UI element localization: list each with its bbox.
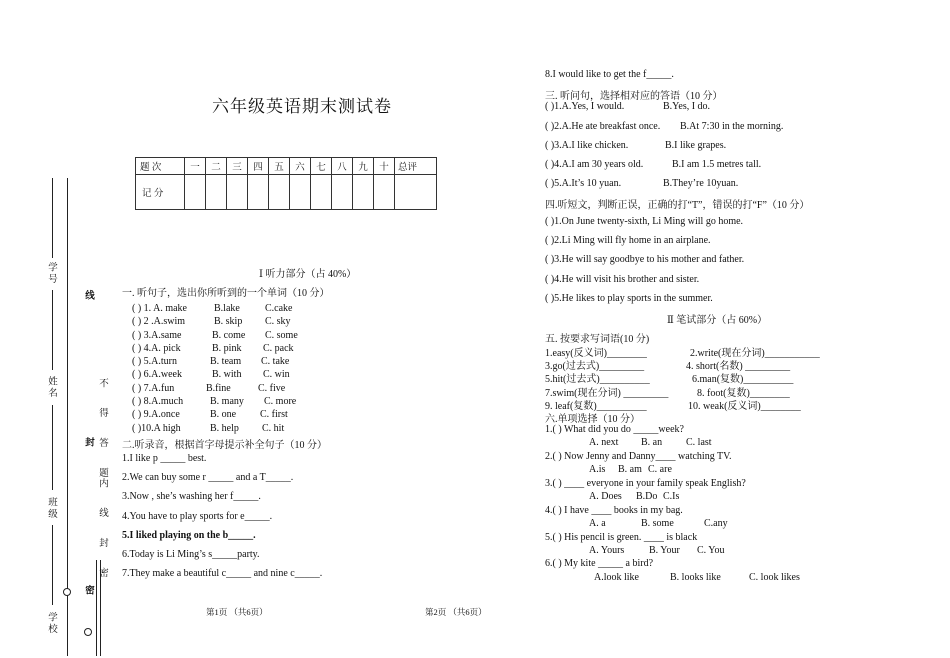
part4-title: 四.听短文，判断正误，正确的打“T”，错误的打“F”（10 分） — [545, 200, 810, 211]
name-line — [52, 290, 53, 370]
part1-item-7-a: ( ) 7.A.fun — [132, 383, 175, 394]
part6-q5-opt-a: A. Yours — [589, 545, 625, 556]
school-line — [52, 525, 53, 605]
part4-item-1: ( )1.On June twenty-sixth, Li Ming will go home. — [545, 216, 744, 227]
part3-item-2-b: B.At 7:30 in the morning. — [680, 121, 784, 132]
seal-char-line: 线 — [83, 290, 93, 302]
part1-item-1-a: ( ) 1. A. make — [132, 303, 187, 314]
part5-item-4-a: 7.swim(现在分词) _________ — [545, 388, 669, 399]
part3-item-5-b: B.They’re 10yuan. — [663, 178, 739, 189]
part6-q6-opt-a: A.look like — [594, 572, 639, 583]
part1-item-4-c: C. pack — [263, 343, 294, 354]
part6-q6-opt-b: B. looks like — [670, 572, 721, 583]
score-col-5: 五 — [269, 158, 290, 175]
part5-item-1-a: 1.easy(反义词)________ — [545, 348, 647, 359]
part6-q2-opt-a: A.is — [589, 464, 606, 475]
score-cell[interactable] — [248, 175, 269, 210]
part1-item-3-c: C. some — [265, 330, 298, 341]
part1-item-7-b: B.fine — [206, 383, 231, 394]
part5-item-4-b: 8. foot(复数)________ — [697, 388, 790, 399]
part6-q1: 1.( ) What did you do _____week? — [545, 424, 684, 435]
score-col-10: 十 — [374, 158, 395, 175]
part6-q3: 3.( ) ____ everyone in your family speak English? — [545, 478, 746, 489]
part6-q2: 2.( ) Now Jenny and Danny____ watching TV. — [545, 451, 732, 462]
part1-item-1-b: B.lake — [214, 303, 240, 314]
writing-header: Ⅱ 笔试部分（占 60%） — [667, 315, 768, 326]
part5-item-2-b: 4. short(名数) _________ — [686, 361, 791, 372]
part1-item-4-b: B. pink — [212, 343, 242, 354]
part6-q4: 4.( ) I have ____ books in my bag. — [545, 505, 683, 516]
part3-item-1-b: B.Yes, I do. — [663, 101, 711, 112]
part6-q5-opt-c: C. You — [697, 545, 725, 556]
score-cell[interactable] — [374, 175, 395, 210]
page-1-footer: 第1页 （共6页） — [206, 607, 268, 617]
score-col-total: 总评 — [395, 158, 437, 175]
name-label: 姓名 — [46, 376, 56, 399]
score-col-7: 七 — [311, 158, 332, 175]
part6-q5-opt-b: B. Your — [649, 545, 680, 556]
score-cell[interactable] — [185, 175, 206, 210]
binding-hole-1 — [63, 588, 71, 596]
part3-item-3-b: B.I like grapes. — [665, 140, 727, 151]
part1-item-2-a: ( ) 2 .A.swim — [132, 316, 186, 327]
score-table — [135, 157, 437, 210]
score-col-4: 四 — [248, 158, 269, 175]
part5-item-5-b: 10. weak(反义词)________ — [688, 401, 801, 412]
listening-header: Ⅰ 听力部分（占 40%） — [259, 269, 357, 280]
part6-q3-opt-c: C.Is — [663, 491, 680, 502]
no-answer-notice: 不 得 答 题 — [97, 378, 107, 487]
part3-item-3-a: ( )3.A.I like chicken. — [545, 140, 629, 151]
part1-item-8-c: C. more — [264, 396, 297, 407]
seal-char-secret: 密 — [83, 585, 93, 597]
class-line — [52, 405, 53, 490]
part1-item-5-c: C. take — [261, 356, 290, 367]
part6-q2-opt-c: C. are — [648, 464, 672, 475]
part3-item-2-a: ( )2.A.He ate breakfast once. — [545, 121, 661, 132]
score-cell[interactable] — [395, 175, 437, 210]
part1-item-6-a: ( ) 6.A.week — [132, 369, 182, 380]
part3-item-5-a: ( )5.A.It’s 10 yuan. — [545, 178, 622, 189]
part6-q4-opt-c: C.any — [704, 518, 728, 529]
score-col-6: 六 — [290, 158, 311, 175]
part2-item-6: 6.Today is Li Ming’s s_____party. — [122, 549, 260, 560]
part6-q6: 6.( ) My kite _____ a bird? — [545, 558, 654, 569]
part1-item-10-a: ( )10.A high — [132, 423, 181, 434]
part1-item-3-b: B. come — [212, 330, 246, 341]
part1-item-5-b: B. team — [210, 356, 242, 367]
part6-q4-opt-a: A. a — [589, 518, 606, 529]
part5-item-1-b: 2.write(现在分词)___________ — [690, 348, 820, 359]
part2-item-3: 3.Now , she’s washing her f_____. — [122, 491, 261, 502]
part1-item-2-c: C. sky — [265, 316, 291, 327]
part3-item-1-a: ( )1.A.Yes, I would. — [545, 101, 625, 112]
part5-item-3-b: 6.man(复数)__________ — [692, 374, 794, 385]
score-cell[interactable] — [311, 175, 332, 210]
part6-title: 六.单项选择（10 分） — [545, 414, 640, 425]
part6-q2-opt-b: B. am — [618, 464, 642, 475]
part1-item-8-b: B. many — [210, 396, 244, 407]
part2-item-2: 2.We can buy some r _____ and a T_____. — [122, 472, 294, 483]
part2-item-7: 7.They make a beautiful c_____ and nine c_____. — [122, 568, 323, 579]
score-row-label: 记 分 — [136, 175, 185, 210]
score-cell[interactable] — [290, 175, 311, 210]
part4-item-5: ( )5.He likes to play sports in the summer. — [545, 293, 713, 304]
part1-item-4-a: ( ) 4.A. pick — [132, 343, 181, 354]
part5-title: 五. 按要求写词语(10 分) — [545, 334, 650, 345]
part1-item-7-c: C. five — [258, 383, 286, 394]
score-cell[interactable] — [206, 175, 227, 210]
binding-line-1 — [67, 178, 68, 656]
part3-title: 三. 听问句，选择相对应的答语（10 分） — [545, 91, 723, 102]
score-cell[interactable] — [227, 175, 248, 210]
part1-item-9-b: B. one — [210, 409, 237, 420]
part3-item-4-a: ( )4.A.I am 30 years old. — [545, 159, 644, 170]
score-col-3: 三 — [227, 158, 248, 175]
part1-item-1-c: C.cake — [265, 303, 293, 314]
part1-title: 一. 听句子，选出你所听到的一个单词（10 分） — [122, 288, 330, 299]
score-col-8: 八 — [332, 158, 353, 175]
part1-item-5-a: ( ) 5.A.turn — [132, 356, 177, 367]
part5-item-3-a: 5.hit(过去式)__________ — [545, 374, 650, 385]
part1-item-10-c: C. hit — [262, 423, 285, 434]
part2-item-5: 5.I liked playing on the b_____. — [122, 530, 256, 541]
part2-item-8: 8.I would like to get the f_____. — [545, 69, 674, 80]
score-col-1: 一 — [185, 158, 206, 175]
part2-title: 二.听录音，根据首字母提示补全句子（10 分） — [122, 440, 327, 451]
page-2-footer: 第2页 （共6页） — [425, 607, 487, 617]
part2-item-4: 4.You have to play sports for e_____. — [122, 511, 273, 522]
score-cell[interactable] — [269, 175, 290, 210]
part5-item-5-a: 9. leaf(复数)__________ — [545, 401, 647, 412]
part4-item-4: ( )4.He will visit his brother and sister. — [545, 274, 700, 285]
part1-item-6-b: B. with — [212, 369, 242, 380]
page-title: 六年级英语期末测试卷 — [212, 97, 392, 116]
score-col-2: 二 — [206, 158, 227, 175]
binding-hole-2 — [84, 628, 92, 636]
part1-item-6-c: C. win — [263, 369, 290, 380]
school-label: 学校 — [46, 612, 56, 635]
score-col-9: 九 — [353, 158, 374, 175]
part6-q5: 5.( ) His pencil is green. ____ is black — [545, 532, 698, 543]
score-header-label: 题 次 — [136, 158, 185, 175]
part6-q3-opt-b: B.Do — [636, 491, 658, 502]
part1-item-2-b: B. skip — [214, 316, 243, 327]
part1-item-3-a: ( ) 3.A.same — [132, 330, 182, 341]
inside-seal-line-notice: 内 线 封 密 — [97, 478, 107, 587]
part2-item-1: 1.I like p _____ best. — [122, 453, 207, 464]
score-cell[interactable] — [353, 175, 374, 210]
score-cell[interactable] — [332, 175, 353, 210]
part3-item-4-b: B.I am 1.5 metres tall. — [672, 159, 762, 170]
part6-q1-opt-c: C. last — [686, 437, 712, 448]
class-label: 班级 — [46, 497, 56, 520]
part1-item-9-c: C. first — [260, 409, 288, 420]
part6-q6-opt-c: C. look likes — [749, 572, 800, 583]
part1-item-9-a: ( ) 9.A.once — [132, 409, 180, 420]
part1-item-8-a: ( ) 8.A.much — [132, 396, 184, 407]
part6-q1-opt-b: B. an — [641, 437, 663, 448]
student-id-line — [52, 178, 53, 258]
student-id-label: 学号 — [46, 262, 56, 285]
part4-item-2: ( )2.Li Ming will fly home in an airplane. — [545, 235, 711, 246]
part6-q4-opt-b: B. some — [641, 518, 674, 529]
part4-item-3: ( )3.He will say goodbye to his mother and father. — [545, 254, 745, 265]
part6-q3-opt-a: A. Does — [589, 491, 622, 502]
part5-item-2-a: 3.go(过去式)_________ — [545, 361, 645, 372]
part1-item-10-b: B. help — [210, 423, 239, 434]
part6-q1-opt-a: A. next — [589, 437, 619, 448]
seal-char-seal: 封 — [83, 437, 93, 449]
